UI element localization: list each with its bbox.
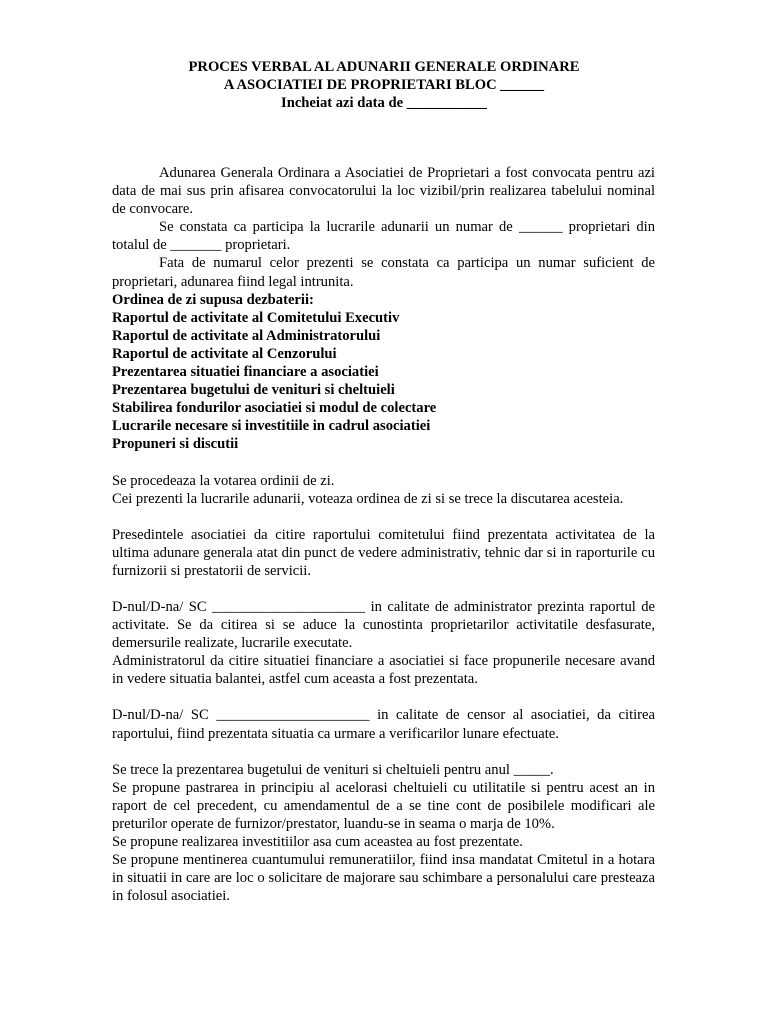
agenda-item: Lucrarile necesare si investitiile in cadrul asociatiei	[112, 418, 431, 435]
administrator-paragraph-1: D-nul/D-na/ SC _____________________ in calitate de administrator prezinta raportul de activitate. Se da citirea si se aduce la cunostinta proprietarilor activitatile desfasurate, demersurile realizate, lucrarile executate.	[112, 598, 655, 652]
intro-paragraph-2: Se constata ca participa la lucrarile adunarii un numar de ______ proprietari din totalul de _______ proprietari.	[112, 219, 655, 254]
agenda-item: Raportul de activitate al Administratorului	[112, 327, 381, 344]
spacer	[112, 743, 655, 761]
document-body	[112, 164, 655, 905]
agenda-item: Prezentarea bugetului de venituri si cheltuieli	[112, 382, 395, 399]
spacer	[112, 580, 655, 598]
agenda-heading: Ordinea de zi supusa dezbaterii:	[112, 291, 314, 308]
vote-paragraph-2: Cei prezenti la lucrarile adunarii, voteaza ordinea de zi si se trece la discutarea acesteia.	[112, 490, 624, 507]
agenda-item: Propuneri si discutii	[112, 436, 239, 453]
spacer	[112, 454, 655, 472]
budget-paragraph-3: Se propune realizarea investitiilor asa cum aceastea au fost prezentate.	[112, 834, 523, 850]
agenda-item: Raportul de activitate al Comitetului Executiv	[112, 309, 400, 326]
doc-title-line-3: Incheiat azi data de ___________	[281, 95, 487, 111]
spacer	[112, 688, 655, 706]
agenda-item: Prezentarea situatiei financiare a asociatiei	[112, 364, 379, 381]
budget-paragraph-1: Se trece la prezentarea bugetului de venituri si cheltuieli pentru anul _____.	[112, 761, 554, 778]
agenda-item: Stabilirea fondurilor asociatiei si modul de colectare	[112, 400, 437, 417]
doc-title-line-2: A ASOCIATIEI DE PROPRIETARI BLOC ______	[223, 77, 545, 93]
budget-paragraph-4: Se propune mentinerea cuantumului remuneratiilor, fiind insa mandatat Cmitetul in a hotara in situatii in care are loc o solicitare de majorare sau schimbare a personalului care presteaza in folosul asociatiei.	[112, 852, 655, 905]
spacer	[112, 508, 655, 526]
president-paragraph: Presedintele asociatiei da citire raportului comitetului fiind prezentata activitatea de la ultima adunare generala atat din punct de vedere administrativ, tehnic dar si in raporturile cu furnizorii si prestatorii de servicii.	[112, 526, 655, 579]
vote-paragraph-1: Se procedeaza la votarea ordinii de zi.	[112, 472, 335, 489]
administrator-paragraph-2: Administratorul da citire situatiei financiare a asociatiei si face propunerile necesare avand in vedere situatia balantei, astfel cum aceasta a fost prezentata.	[112, 653, 655, 688]
doc-title-line-1: PROCES VERBAL AL ADUNARII GENERALE ORDINARE	[188, 59, 580, 75]
censor-paragraph: D-nul/D-na/ SC _____________________ in calitate de censor al asociatiei, da citirea raportului, fiind prezentata situatia ca urmare a verificarilor lunare efectuate.	[112, 707, 655, 742]
agenda-item: Raportul de activitate al Cenzorului	[112, 345, 337, 362]
budget-paragraph-2: Se propune pastrarea in principiu al acelorasi cheltuieli cu utilitatile si pentru acest an in raport de cel precedent, cu amendamentul de a se tine cont de posibilele modificari ale preturilor operate de furnizor/prestator, luandu-se in seama o marja de 10%.	[112, 779, 655, 832]
intro-paragraph-1: Adunarea Generala Ordinara a Asociatiei de Proprietari a fost convocata pentru azi data de mai sus prin afisarea convocatorului la loc vizibil/prin realizarea tabelului nominal de convocare.	[112, 165, 655, 218]
intro-paragraph-3: Fata de numarul celor prezenti se constata ca participa un numar suficient de proprietari, adunarea fiind legal intrunita.	[112, 255, 655, 290]
